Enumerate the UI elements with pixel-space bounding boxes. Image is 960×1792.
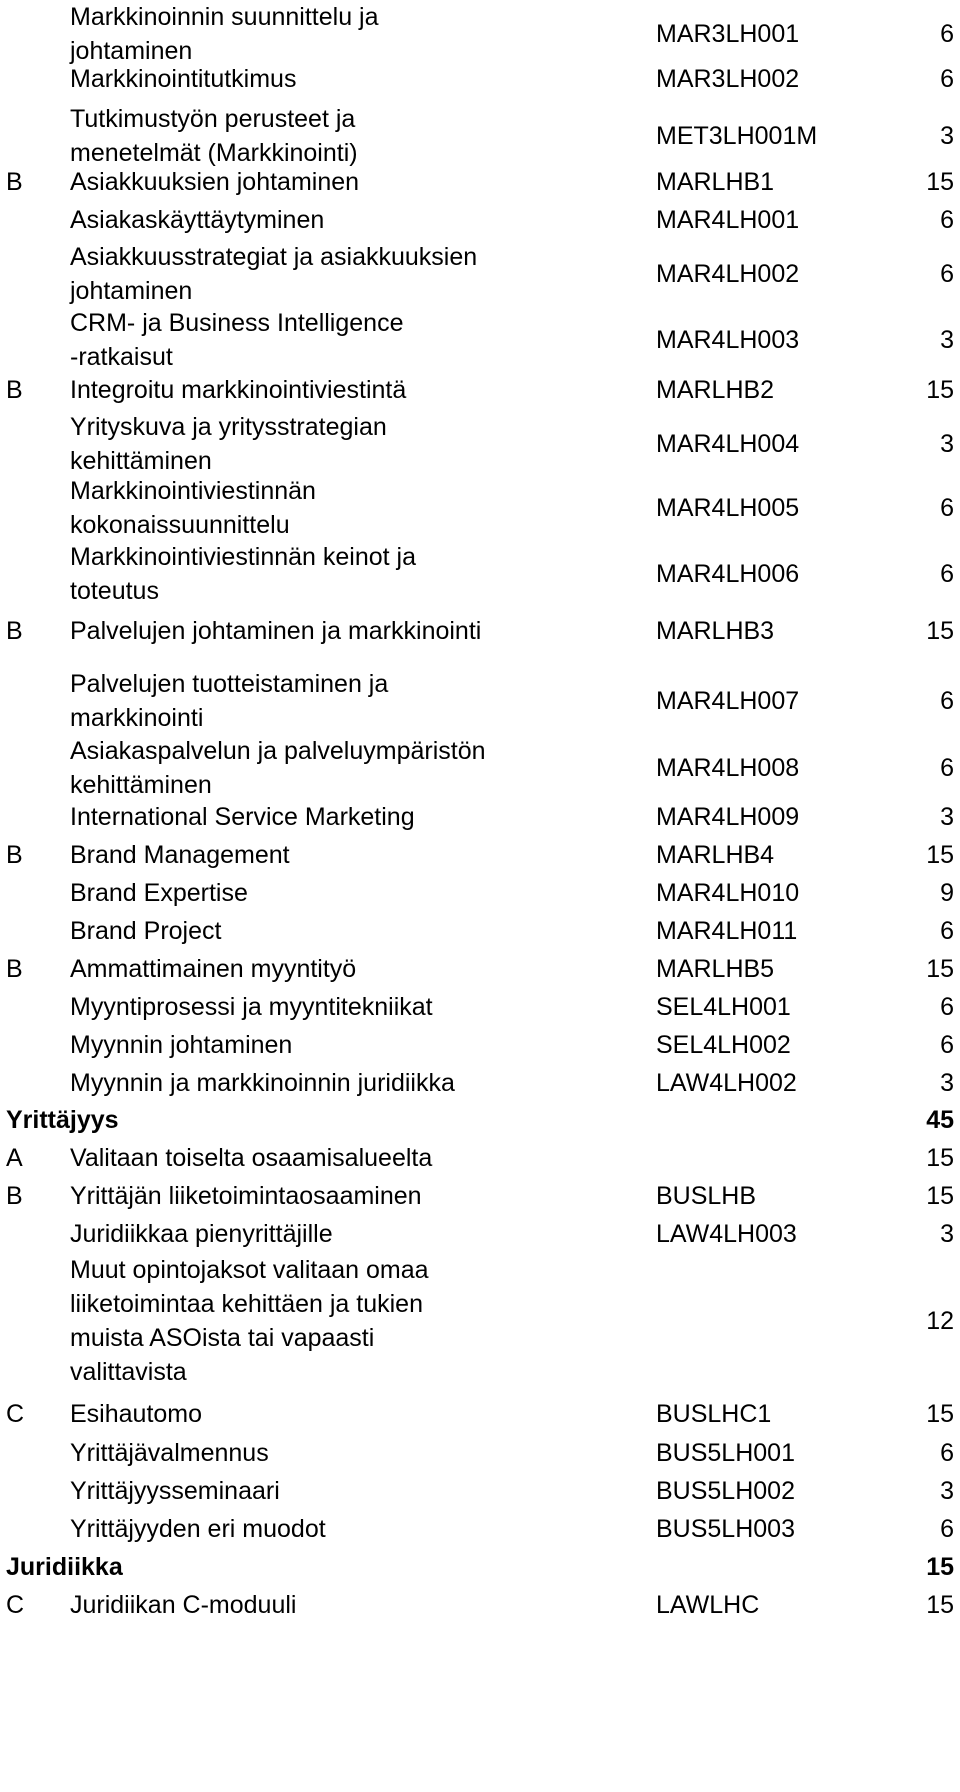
- course-code: SEL4LH001: [656, 993, 791, 1021]
- course-row: [0, 1217, 960, 1251]
- course-credits: 6: [940, 687, 954, 715]
- course-code: MARLHB4: [656, 841, 775, 869]
- course-code: BUS5LH001: [656, 1439, 795, 1467]
- course-code: LAW4LH003: [656, 1220, 797, 1248]
- course-category: B: [6, 617, 23, 645]
- course-name: Integroitu markkinointiviestintä: [70, 376, 407, 404]
- course-name: liiketoimintaa kehittäen ja tukien: [70, 1290, 423, 1318]
- course-credits: 15: [926, 1553, 954, 1581]
- course-code: MAR4LH002: [656, 260, 800, 288]
- course-row: [0, 373, 960, 407]
- course-row: [0, 990, 960, 1024]
- course-row: [0, 952, 960, 986]
- course-name: Brand Expertise: [70, 879, 248, 907]
- course-code: MARLHB5: [656, 955, 775, 983]
- course-credits: 15: [926, 376, 954, 404]
- course-row: [0, 1474, 960, 1508]
- course-name: Juridiikkaa pienyrittäjille: [70, 1220, 333, 1248]
- course-credits: 9: [940, 879, 954, 907]
- course-name: Brand Project: [70, 917, 222, 945]
- course-row: [0, 240, 960, 308]
- course-row: [0, 1397, 960, 1431]
- course-name: Esihautomo: [70, 1400, 203, 1428]
- course-category: C: [6, 1591, 25, 1619]
- course-credits: 3: [940, 1477, 954, 1505]
- course-row: [0, 614, 960, 648]
- course-name: markkinointi: [70, 704, 204, 732]
- course-name: Asiakkuuksien johtaminen: [70, 168, 360, 196]
- course-name: menetelmät (Markkinointi): [70, 139, 358, 167]
- course-credits: 6: [940, 65, 954, 93]
- course-credits: 15: [926, 1400, 954, 1428]
- section-heading-row: [0, 1103, 960, 1137]
- course-code: MAR4LH004: [656, 430, 800, 458]
- course-name: Asiakaskäyttäytyminen: [70, 206, 325, 234]
- course-name: Brand Management: [70, 841, 290, 869]
- course-name: johtaminen: [70, 277, 193, 305]
- course-name: valittavista: [70, 1358, 187, 1386]
- course-row: [0, 474, 960, 542]
- course-credits: 3: [940, 326, 954, 354]
- course-credits: 15: [926, 841, 954, 869]
- course-row: [0, 914, 960, 948]
- course-credits: 3: [940, 1220, 954, 1248]
- course-code: BUS5LH002: [656, 1477, 795, 1505]
- course-row: [0, 165, 960, 199]
- course-credits: 6: [940, 260, 954, 288]
- course-row: [0, 540, 960, 608]
- section-title: Juridiikka: [6, 1553, 123, 1581]
- course-name: muista ASOista tai vapaasti: [70, 1324, 375, 1352]
- course-name: Markkinointiviestinnän keinot ja: [70, 543, 417, 571]
- course-code: BUS5LH003: [656, 1515, 795, 1543]
- course-code: MAR4LH009: [656, 803, 800, 831]
- course-row: [0, 1436, 960, 1470]
- course-row: [0, 62, 960, 96]
- course-name: Markkinointiviestinnän: [70, 477, 316, 505]
- course-name: Muut opintojaksot valitaan omaa: [70, 1256, 429, 1284]
- course-name: Yrittäjän liiketoimintaosaaminen: [70, 1182, 422, 1210]
- course-row: [0, 203, 960, 237]
- course-name: Juridiikan C-moduuli: [70, 1591, 297, 1619]
- course-name: Tutkimustyön perusteet ja: [70, 105, 356, 133]
- course-row: [0, 306, 960, 374]
- course-code: MAR4LH011: [656, 917, 798, 945]
- course-category: B: [6, 168, 23, 196]
- course-name: Palvelujen johtaminen ja markkinointi: [70, 617, 482, 645]
- course-code: MARLHB2: [656, 376, 775, 404]
- section-heading-row: [0, 1550, 960, 1584]
- course-name: Valitaan toiselta osaamisalueelta: [70, 1144, 433, 1172]
- course-name: kehittäminen: [70, 771, 212, 799]
- course-credits: 15: [926, 955, 954, 983]
- course-code: LAW4LH002: [656, 1069, 797, 1097]
- course-name: toteutus: [70, 577, 159, 605]
- course-credits: 15: [926, 1182, 954, 1210]
- course-row: [0, 410, 960, 478]
- course-name: CRM- ja Business Intelligence: [70, 309, 404, 337]
- course-code: MARLHB1: [656, 168, 775, 196]
- course-code: MAR4LH008: [656, 754, 800, 782]
- course-code: MAR4LH010: [656, 879, 800, 907]
- course-name: Ammattimainen myyntityö: [70, 955, 357, 983]
- course-credits: 6: [940, 754, 954, 782]
- course-name: Palvelujen tuotteistaminen ja: [70, 670, 389, 698]
- course-name: Yrittäjyysseminaari: [70, 1477, 280, 1505]
- course-name: Myynnin johtaminen: [70, 1031, 293, 1059]
- course-name: Yrittäjyyden eri muodot: [70, 1515, 326, 1543]
- section-title: Yrittäjyys: [6, 1106, 119, 1134]
- course-row: [0, 734, 960, 802]
- course-row: [0, 1066, 960, 1100]
- course-code: MAR3LH002: [656, 65, 800, 93]
- course-name: Myynnin ja markkinoinnin juridiikka: [70, 1069, 455, 1097]
- course-credits: 6: [940, 1031, 954, 1059]
- course-row: [0, 1253, 960, 1389]
- course-category: C: [6, 1400, 25, 1428]
- course-name: Yrityskuva ja yritysstrategian: [70, 413, 387, 441]
- course-credits: 6: [940, 494, 954, 522]
- course-credits: 3: [940, 1069, 954, 1097]
- course-credits: 6: [940, 560, 954, 588]
- course-credits: 3: [940, 122, 954, 150]
- course-name: Asiakkuusstrategiat ja asiakkuuksien: [70, 243, 478, 271]
- course-credits: 6: [940, 206, 954, 234]
- course-credits: 15: [926, 1591, 954, 1619]
- course-code: MAR4LH007: [656, 687, 800, 715]
- course-name: Asiakaspalvelun ja palveluympäristön: [70, 737, 486, 765]
- course-row: [0, 667, 960, 735]
- course-code: MAR3LH001: [656, 20, 800, 48]
- course-name: johtaminen: [70, 37, 193, 65]
- course-row: [0, 800, 960, 834]
- course-name: International Service Marketing: [70, 803, 415, 831]
- course-credits: 3: [940, 803, 954, 831]
- course-category: B: [6, 1182, 23, 1210]
- course-name: Myyntiprosessi ja myyntitekniikat: [70, 993, 433, 1021]
- course-category: B: [6, 841, 23, 869]
- course-credits: 3: [940, 430, 954, 458]
- course-credits: 15: [926, 1144, 954, 1172]
- course-row: [0, 1141, 960, 1175]
- course-code: LAWLHC: [656, 1591, 760, 1619]
- course-category: B: [6, 955, 23, 983]
- course-code: BUSLHC1: [656, 1400, 772, 1428]
- course-credits: 12: [926, 1307, 954, 1335]
- course-row: [0, 1512, 960, 1546]
- course-code: MAR4LH001: [656, 206, 800, 234]
- course-name: kehittäminen: [70, 447, 212, 475]
- course-row: [0, 876, 960, 910]
- course-category: B: [6, 376, 23, 404]
- course-credits: 6: [940, 20, 954, 48]
- course-code: MET3LH001M: [656, 122, 818, 150]
- course-code: BUSLHB: [656, 1182, 757, 1210]
- course-name: kokonaissuunnittelu: [70, 511, 290, 539]
- course-name: Markkinoinnin suunnittelu ja: [70, 3, 379, 31]
- course-row: [0, 838, 960, 872]
- course-code: MARLHB3: [656, 617, 775, 645]
- course-credits: 15: [926, 617, 954, 645]
- course-row: [0, 1028, 960, 1062]
- course-category: A: [6, 1144, 23, 1172]
- course-row: [0, 1179, 960, 1213]
- course-name: -ratkaisut: [70, 343, 173, 371]
- course-credits: 6: [940, 917, 954, 945]
- course-code: SEL4LH002: [656, 1031, 791, 1059]
- course-credits: 15: [926, 168, 954, 196]
- course-row: [0, 1588, 960, 1622]
- course-code: MAR4LH005: [656, 494, 800, 522]
- course-row: [0, 0, 960, 68]
- course-credits: 6: [940, 1515, 954, 1543]
- course-code: MAR4LH006: [656, 560, 800, 588]
- course-code: MAR4LH003: [656, 326, 800, 354]
- course-name: Yrittäjävalmennus: [70, 1439, 269, 1467]
- course-credits: 6: [940, 993, 954, 1021]
- course-row: [0, 102, 960, 170]
- course-credits: 6: [940, 1439, 954, 1467]
- course-credits: 45: [926, 1106, 954, 1134]
- course-name: Markkinointitutkimus: [70, 65, 297, 93]
